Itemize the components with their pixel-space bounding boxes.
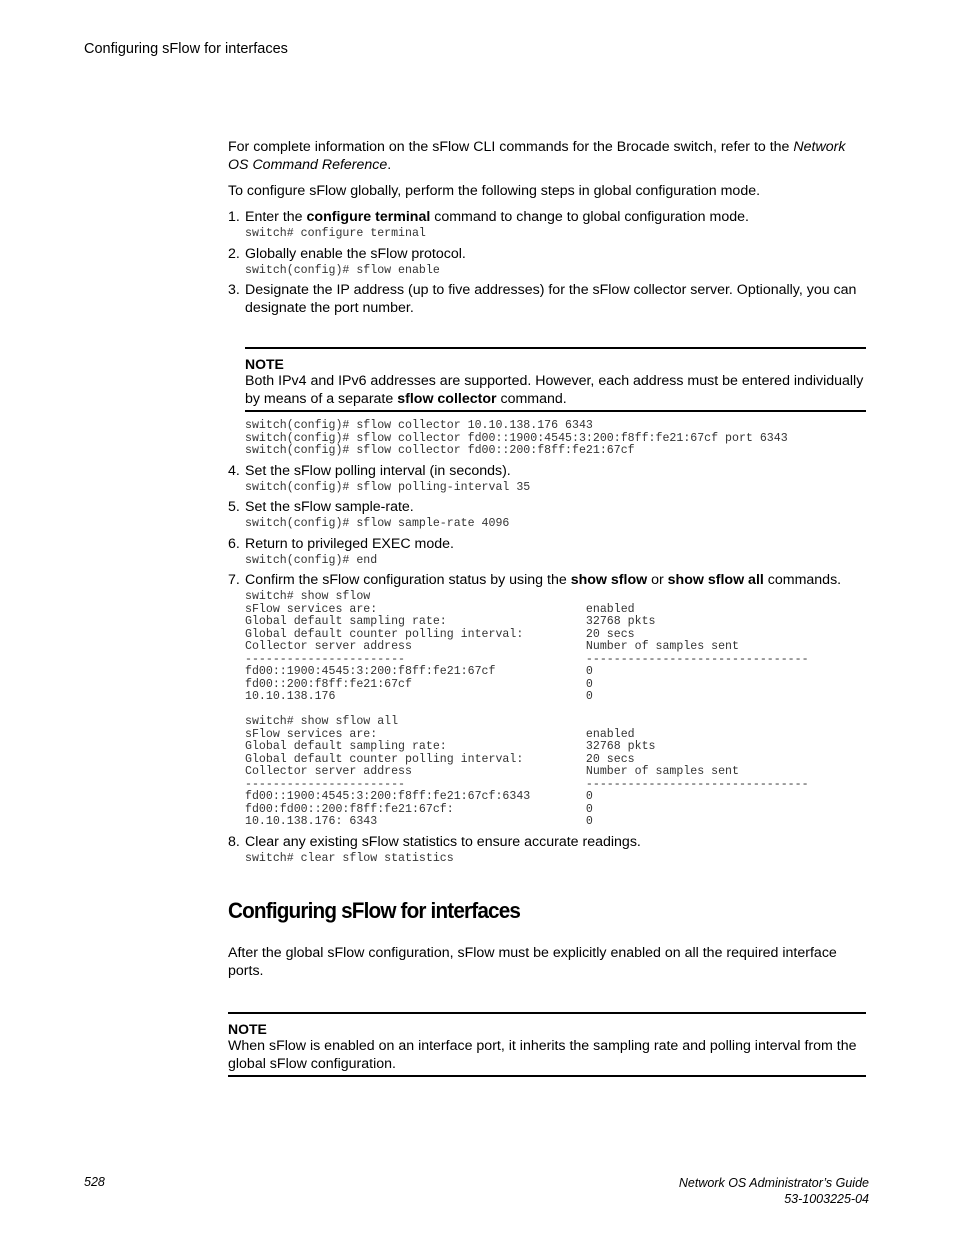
command-reference-title: Network OS Command Reference [228,139,846,173]
step-number: 3. [228,282,240,298]
step-8: 8. Clear any existing sFlow statistics to ensure accurate readings. [228,833,641,850]
intro-paragraph-2: To configure sFlow globally, perform the following steps in global configuration mode. [228,183,761,199]
code-example-4: switch(config)# sflow polling-interval 35 [245,480,531,494]
note-title: NOTE [245,356,284,372]
footer-doc-info [679,1175,869,1207]
section-heading: Configuring sFlow for interfaces [228,898,521,923]
step-number: 2. [228,245,240,262]
code-example-6: switch(config)# end [245,553,378,567]
step-number: 8. [228,833,240,850]
step-1: 1. Enter the configure terminal command to change to global configuration mode. [228,209,749,225]
note-text: When sFlow is enabled on an interface port, it inherits the sampling rate and polling interval from the global sFlow configuration. [228,1038,857,1072]
section-note-box [228,1012,866,1077]
note-title: NOTE [228,1021,267,1037]
code-example-8: switch# clear sflow statistics [245,851,454,865]
command-name: configure terminal [306,209,431,225]
step-5: 5. Set the sFlow sample-rate. [228,499,414,515]
step-6: 6. Return to privileged EXEC mode. [228,535,454,552]
step-7: 7. Confirm the sFlow configuration status by using the show sflow or show sflow all commands. [228,572,842,588]
step-number: 6. [228,535,240,552]
step-number: 7. [228,572,240,588]
step-number: 5. [228,499,240,515]
code-example-2: switch(config)# sflow enable [245,263,440,277]
code-example-3: switch(config)# sflow collector 10.10.138.176 6343 switch(config)# sflow collector fd00::1900:4545:3:200:f8ff:fe21:67cf port 6343 switch(config)# sflow collector fd00::200:f8ff:fe21:67cf [245,419,788,457]
step-3: 3. Designate the IP address (up to five addresses) for the sFlow collector server. Optionally, you can designate the port number. [228,282,857,316]
running-header: Configuring sFlow for interfaces [84,41,288,57]
step-4: 4. Set the sFlow polling interval (in seconds). [228,462,511,479]
page-content [228,138,866,1077]
doc-number: 53-1003225-04 [784,1192,869,1206]
note-box [245,347,866,412]
step-number: 1. [228,209,240,225]
page-number: 528 [84,1175,105,1189]
step-number: 4. [228,462,240,479]
code-example-1: switch# configure terminal [245,227,426,240]
intro-paragraph-1: For complete information on the sFlow CLI commands for the Brocade switch, refer to the Network OS Command Reference. [228,139,846,173]
step-2: 2. Globally enable the sFlow protocol. [228,245,466,262]
doc-title: Network OS Administrator’s Guide [678,1176,869,1190]
section-paragraph: After the global sFlow configuration, sFlow must be explicitly enabled on all the required interface ports. [228,945,837,979]
note-text: Both IPv4 and IPv6 addresses are supported. However, each address must be entered individually by means of a separate sflow collector command. [245,373,864,407]
code-example-5: switch(config)# sflow sample-rate 4096 [245,517,510,530]
code-example-7: switch# show sflow sFlow services are: enabled Global default sampling rate: 32768 pkts Global default counter polling interval: 20 secs Collector server address Number of samples sent ----------------------- -------------------------------- fd00::1900:4545:3:200:f8ff:fe21:67cf 0 fd00::200:f8ff:fe21:67cf 0 10.10.138.176 0 switch# show sflow all sFlow services are: enabled Global default sampling rate: 32768 pkts Global default counter polling interval: 20 secs Collector server address Number of samples sent ----------------------- -------------------------------- fd00::1900:4545:3:200:f8ff:fe21:67cf:6343 0 fd00:fd00::200:f8ff:fe21:67cf: 0 10.10.138.176: 6343 0 [245,590,809,828]
